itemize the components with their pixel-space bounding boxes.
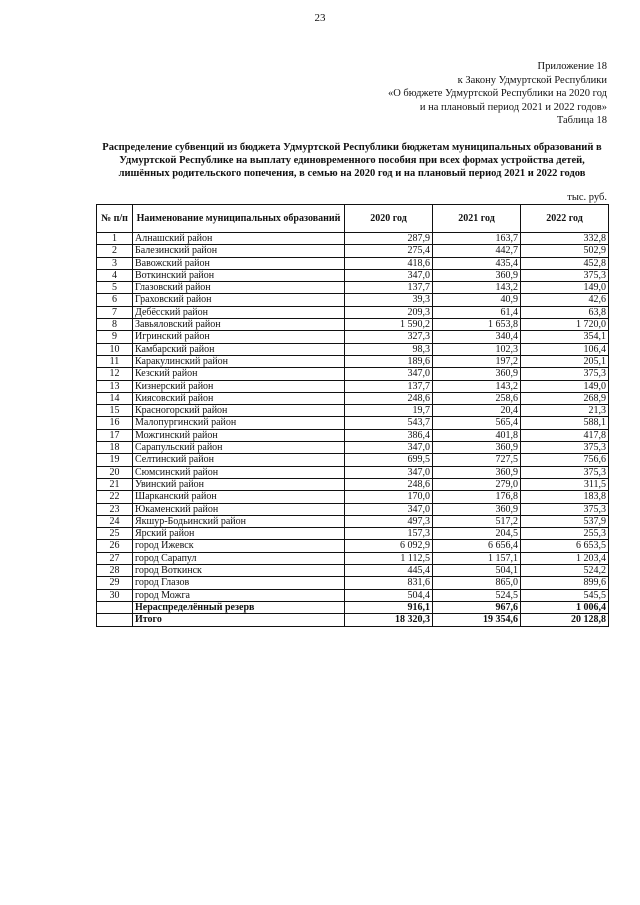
value-2022: 149,0 bbox=[521, 282, 609, 294]
municipality-name: Шарканский район bbox=[133, 491, 345, 503]
value-2022: 502,9 bbox=[521, 245, 609, 257]
value-2021: 204,5 bbox=[433, 528, 521, 540]
value-2021: 517,2 bbox=[433, 515, 521, 527]
value-2021: 340,4 bbox=[433, 331, 521, 343]
value-2021: 176,8 bbox=[433, 491, 521, 503]
row-number: 16 bbox=[97, 417, 133, 429]
value-2022: 42,6 bbox=[521, 294, 609, 306]
table-row bbox=[97, 331, 609, 343]
value-2022: 375,3 bbox=[521, 466, 609, 478]
row-number: 26 bbox=[97, 540, 133, 552]
row-number: 10 bbox=[97, 343, 133, 355]
table-row bbox=[97, 417, 609, 429]
value-2020: 327,3 bbox=[345, 331, 433, 343]
table-row bbox=[97, 368, 609, 380]
table-row bbox=[97, 491, 609, 503]
value-2022: 375,3 bbox=[521, 368, 609, 380]
row-number: 20 bbox=[97, 466, 133, 478]
table-row bbox=[97, 429, 609, 441]
row-number: 12 bbox=[97, 368, 133, 380]
municipality-name: город Можга bbox=[133, 589, 345, 601]
appendix-line: Приложение 18 bbox=[537, 61, 607, 72]
table-row bbox=[97, 269, 609, 281]
municipality-name: Игринский район bbox=[133, 331, 345, 343]
row-number: 17 bbox=[97, 429, 133, 441]
value-2021: 504,1 bbox=[433, 565, 521, 577]
value-2022: 6 653,5 bbox=[521, 540, 609, 552]
value-2020: 699,5 bbox=[345, 454, 433, 466]
row-number: 13 bbox=[97, 380, 133, 392]
value-2020: 831,6 bbox=[345, 577, 433, 589]
row-number: 21 bbox=[97, 478, 133, 490]
row-number: 19 bbox=[97, 454, 133, 466]
value-2020: 445,4 bbox=[345, 565, 433, 577]
header-number: № п/п bbox=[97, 205, 133, 233]
value-2020: 157,3 bbox=[345, 528, 433, 540]
value-2021: 360,9 bbox=[433, 503, 521, 515]
value-2020: 209,3 bbox=[345, 306, 433, 318]
table-number: Таблица 18 bbox=[556, 115, 607, 126]
subsidy-table bbox=[96, 204, 609, 627]
document-title: Распределение субвенций из бюджета Удмуртской Республики бюджетам муниципальных образований в Удмуртской Республике на выплату единовременного пособия при всех формах устройства детей, лишённых родительского попечения, в семью на 2020 год и на плановый период 2021 и 2022 годов bbox=[102, 142, 602, 179]
header-2022: 2022 год bbox=[521, 205, 609, 233]
value-2021: 442,7 bbox=[433, 245, 521, 257]
row-number: 9 bbox=[97, 331, 133, 343]
table-row bbox=[97, 589, 609, 601]
value-2022: 537,9 bbox=[521, 515, 609, 527]
municipality-name: Вавожский район bbox=[133, 257, 345, 269]
value-2022: 452,8 bbox=[521, 257, 609, 269]
value-2022: 545,5 bbox=[521, 589, 609, 601]
appendix-line: и на плановый период 2021 и 2022 годов» bbox=[419, 101, 607, 113]
row-number: 30 bbox=[97, 589, 133, 601]
value-2022: 1 006,4 bbox=[521, 601, 609, 613]
value-2020: 1 590,2 bbox=[345, 319, 433, 331]
table-row bbox=[97, 466, 609, 478]
municipality-name: Сюмсинский район bbox=[133, 466, 345, 478]
table-row bbox=[97, 454, 609, 466]
value-2022: 106,4 bbox=[521, 343, 609, 355]
value-2021: 163,7 bbox=[433, 233, 521, 245]
value-2020: 386,4 bbox=[345, 429, 433, 441]
table-row bbox=[97, 343, 609, 355]
municipality-name: Кезский район bbox=[133, 368, 345, 380]
row-number bbox=[97, 601, 133, 613]
row-number: 14 bbox=[97, 392, 133, 404]
value-2021: 360,9 bbox=[433, 466, 521, 478]
municipality-name: Малопургинский район bbox=[133, 417, 345, 429]
table-row bbox=[97, 245, 609, 257]
value-2021: 143,2 bbox=[433, 282, 521, 294]
header-2020: 2020 год bbox=[345, 205, 433, 233]
value-2020: 248,6 bbox=[345, 392, 433, 404]
value-2020: 543,7 bbox=[345, 417, 433, 429]
value-2022: 1 720,0 bbox=[521, 319, 609, 331]
table-body bbox=[97, 233, 609, 627]
value-2021: 102,3 bbox=[433, 343, 521, 355]
value-2020: 98,3 bbox=[345, 343, 433, 355]
page-number: 23 bbox=[314, 12, 326, 24]
municipality-name: Завьяловский район bbox=[133, 319, 345, 331]
value-2020: 504,4 bbox=[345, 589, 433, 601]
row-number: 18 bbox=[97, 442, 133, 454]
value-2022: 524,2 bbox=[521, 565, 609, 577]
value-2020: 347,0 bbox=[345, 503, 433, 515]
value-2022: 149,0 bbox=[521, 380, 609, 392]
reserve-row bbox=[97, 601, 609, 613]
unit-label: тыс. руб. bbox=[567, 192, 607, 203]
row-number: 27 bbox=[97, 552, 133, 564]
table-row bbox=[97, 540, 609, 552]
table-row bbox=[97, 257, 609, 269]
value-2021: 19 354,6 bbox=[433, 614, 521, 626]
row-number: 15 bbox=[97, 405, 133, 417]
municipality-name: город Глазов bbox=[133, 577, 345, 589]
row-number: 22 bbox=[97, 491, 133, 503]
row-number: 1 bbox=[97, 233, 133, 245]
municipality-name: Алнашский район bbox=[133, 233, 345, 245]
header-name: Наименование муниципальных образований bbox=[133, 205, 345, 233]
municipality-name: Камбарский район bbox=[133, 343, 345, 355]
value-2022: 588,1 bbox=[521, 417, 609, 429]
row-number: 11 bbox=[97, 355, 133, 367]
row-number: 24 bbox=[97, 515, 133, 527]
value-2020: 347,0 bbox=[345, 269, 433, 281]
value-2020: 287,9 bbox=[345, 233, 433, 245]
row-number: 23 bbox=[97, 503, 133, 515]
municipality-name: Юкаменский район bbox=[133, 503, 345, 515]
table-row bbox=[97, 552, 609, 564]
value-2021: 1 653,8 bbox=[433, 319, 521, 331]
value-2021: 727,5 bbox=[433, 454, 521, 466]
municipality-name: Нераспределённый резерв bbox=[133, 601, 345, 613]
row-number: 8 bbox=[97, 319, 133, 331]
value-2021: 61,4 bbox=[433, 306, 521, 318]
municipality-name: Воткинский район bbox=[133, 269, 345, 281]
value-2022: 354,1 bbox=[521, 331, 609, 343]
table-row bbox=[97, 355, 609, 367]
appendix-line: к Закону Удмуртской Республики bbox=[457, 74, 607, 86]
municipality-name: Селтинский район bbox=[133, 454, 345, 466]
value-2022: 311,5 bbox=[521, 478, 609, 490]
municipality-name: город Воткинск bbox=[133, 565, 345, 577]
municipality-name: Киясовский район bbox=[133, 392, 345, 404]
value-2022: 899,6 bbox=[521, 577, 609, 589]
value-2021: 40,9 bbox=[433, 294, 521, 306]
row-number: 5 bbox=[97, 282, 133, 294]
row-number: 28 bbox=[97, 565, 133, 577]
header-2021: 2021 год bbox=[433, 205, 521, 233]
value-2020: 19,7 bbox=[345, 405, 433, 417]
value-2021: 360,9 bbox=[433, 368, 521, 380]
value-2021: 360,9 bbox=[433, 442, 521, 454]
value-2020: 189,6 bbox=[345, 355, 433, 367]
table-row bbox=[97, 478, 609, 490]
table-row bbox=[97, 392, 609, 404]
value-2020: 6 092,9 bbox=[345, 540, 433, 552]
value-2021: 565,4 bbox=[433, 417, 521, 429]
value-2022: 417,8 bbox=[521, 429, 609, 441]
row-number: 6 bbox=[97, 294, 133, 306]
value-2020: 39,3 bbox=[345, 294, 433, 306]
table-row bbox=[97, 380, 609, 392]
value-2020: 18 320,3 bbox=[345, 614, 433, 626]
table-header-row bbox=[97, 205, 609, 233]
municipality-name: Можгинский район bbox=[133, 429, 345, 441]
table-row bbox=[97, 282, 609, 294]
table-row bbox=[97, 405, 609, 417]
municipality-name: Увинский район bbox=[133, 478, 345, 490]
value-2021: 258,6 bbox=[433, 392, 521, 404]
value-2021: 360,9 bbox=[433, 269, 521, 281]
row-number: 7 bbox=[97, 306, 133, 318]
table-row bbox=[97, 233, 609, 245]
value-2022: 20 128,8 bbox=[521, 614, 609, 626]
value-2021: 20,4 bbox=[433, 405, 521, 417]
table-row bbox=[97, 515, 609, 527]
municipality-name: Ярский район bbox=[133, 528, 345, 540]
value-2020: 137,7 bbox=[345, 282, 433, 294]
value-2021: 401,8 bbox=[433, 429, 521, 441]
value-2020: 1 112,5 bbox=[345, 552, 433, 564]
municipality-name: Итого bbox=[133, 614, 345, 626]
value-2020: 916,1 bbox=[345, 601, 433, 613]
municipality-name: Якшур-Бодьинский район bbox=[133, 515, 345, 527]
value-2021: 435,4 bbox=[433, 257, 521, 269]
value-2020: 347,0 bbox=[345, 442, 433, 454]
value-2022: 21,3 bbox=[521, 405, 609, 417]
table-row bbox=[97, 528, 609, 540]
total-row bbox=[97, 614, 609, 626]
value-2022: 332,8 bbox=[521, 233, 609, 245]
row-number: 29 bbox=[97, 577, 133, 589]
value-2020: 170,0 bbox=[345, 491, 433, 503]
value-2022: 268,9 bbox=[521, 392, 609, 404]
row-number: 25 bbox=[97, 528, 133, 540]
value-2022: 375,3 bbox=[521, 442, 609, 454]
municipality-name: Граховский район bbox=[133, 294, 345, 306]
value-2021: 279,0 bbox=[433, 478, 521, 490]
row-number: 2 bbox=[97, 245, 133, 257]
appendix-line: «О бюджете Удмуртской Республики на 2020 год bbox=[387, 88, 607, 99]
value-2021: 143,2 bbox=[433, 380, 521, 392]
municipality-name: город Ижевск bbox=[133, 540, 345, 552]
value-2022: 255,3 bbox=[521, 528, 609, 540]
value-2022: 1 203,4 bbox=[521, 552, 609, 564]
value-2020: 347,0 bbox=[345, 466, 433, 478]
value-2022: 63,8 bbox=[521, 306, 609, 318]
municipality-name: Красногорский район bbox=[133, 405, 345, 417]
appendix-header bbox=[388, 60, 607, 128]
value-2022: 183,8 bbox=[521, 491, 609, 503]
table-row bbox=[97, 442, 609, 454]
value-2020: 347,0 bbox=[345, 368, 433, 380]
value-2020: 497,3 bbox=[345, 515, 433, 527]
row-number bbox=[97, 614, 133, 626]
value-2021: 197,2 bbox=[433, 355, 521, 367]
value-2021: 524,5 bbox=[433, 589, 521, 601]
municipality-name: Дебёсский район bbox=[133, 306, 345, 318]
table-row bbox=[97, 565, 609, 577]
municipality-name: город Сарапул bbox=[133, 552, 345, 564]
value-2022: 205,1 bbox=[521, 355, 609, 367]
value-2021: 1 157,1 bbox=[433, 552, 521, 564]
value-2020: 275,4 bbox=[345, 245, 433, 257]
table-row bbox=[97, 319, 609, 331]
value-2021: 967,6 bbox=[433, 601, 521, 613]
value-2022: 756,6 bbox=[521, 454, 609, 466]
municipality-name: Кизнерский район bbox=[133, 380, 345, 392]
row-number: 4 bbox=[97, 269, 133, 281]
table-row bbox=[97, 294, 609, 306]
table-row bbox=[97, 503, 609, 515]
table-row bbox=[97, 577, 609, 589]
row-number: 3 bbox=[97, 257, 133, 269]
value-2021: 6 656,4 bbox=[433, 540, 521, 552]
value-2022: 375,3 bbox=[521, 269, 609, 281]
municipality-name: Глазовский район bbox=[133, 282, 345, 294]
value-2020: 137,7 bbox=[345, 380, 433, 392]
municipality-name: Каракулинский район bbox=[133, 355, 345, 367]
table-row bbox=[97, 306, 609, 318]
value-2020: 248,6 bbox=[345, 478, 433, 490]
value-2020: 418,6 bbox=[345, 257, 433, 269]
municipality-name: Балезинский район bbox=[133, 245, 345, 257]
value-2022: 375,3 bbox=[521, 503, 609, 515]
value-2021: 865,0 bbox=[433, 577, 521, 589]
municipality-name: Сарапульский район bbox=[133, 442, 345, 454]
